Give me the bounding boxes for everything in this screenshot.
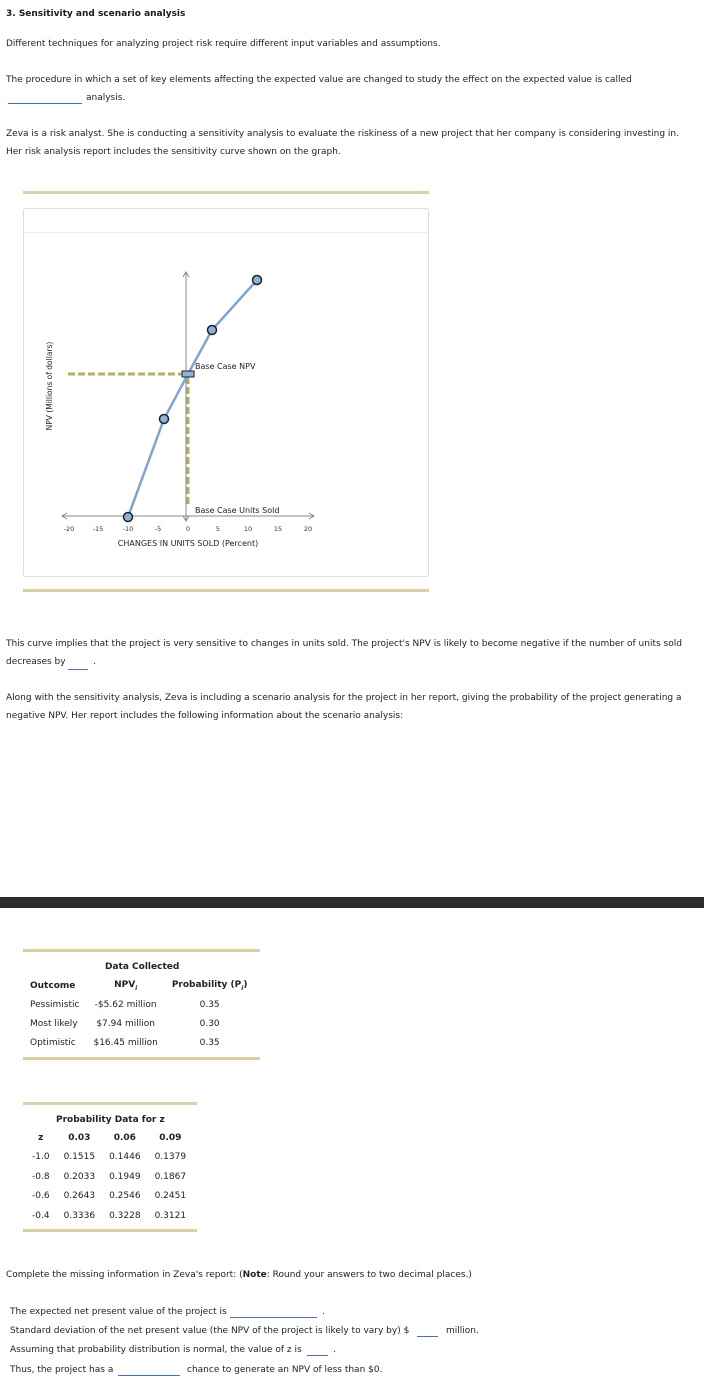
cell: 0.3228 — [109, 1210, 141, 1221]
table-row — [25, 1187, 193, 1207]
cell-probability: 0.35 — [199, 1037, 220, 1048]
x-tick-label: -20 — [63, 525, 75, 533]
table-row — [25, 1167, 193, 1187]
scenario-text-2: negative NPV. Her report includes the following information about the scenario analysis: — [6, 711, 404, 721]
cell-probability: 0.35 — [199, 999, 220, 1010]
q4-prefix: Thus, the project has a — [10, 1365, 114, 1375]
cell: 0.1446 — [109, 1152, 141, 1163]
curve-point[interactable] — [124, 513, 133, 522]
q1-text: The expected net present value of the project is — [10, 1307, 227, 1317]
table2-caption: Probability Data for z — [56, 1115, 165, 1125]
procedure-suffix: analysis. — [86, 93, 126, 103]
npv-header-text: NPV — [114, 979, 136, 990]
npv-subscript: i — [135, 984, 138, 992]
x-tick-label: 15 — [273, 525, 283, 533]
curve-point[interactable] — [208, 326, 217, 335]
scenario-text-1: Along with the sensitivity analysis, Zeva is including a scenario analysis for the project in her report, giving the probability of the project generating a — [6, 693, 682, 703]
col-header: 0.09 — [159, 1132, 182, 1143]
cell-z: -0.4 — [32, 1210, 50, 1221]
cell: 0.1867 — [154, 1171, 187, 1182]
prob-subscript: i — [241, 984, 244, 992]
data-collected-table — [23, 976, 254, 1052]
procedure-text: The procedure in which a set of key elements affecting the expected value are changed to study the effect on the expected value is called — [6, 75, 632, 85]
section-separator-bar — [0, 897, 704, 908]
col-header: 0.06 — [113, 1132, 136, 1143]
cell-z: -0.6 — [32, 1191, 50, 1202]
section-title: 3. Sensitivity and scenario analysis — [6, 9, 186, 19]
sensitivity-chart — [0, 0, 704, 600]
cell-outcome: Optimistic — [30, 1037, 76, 1048]
col-header: 0.03 — [68, 1132, 91, 1143]
table2-top-rule — [23, 1102, 197, 1105]
intro-text: Different techniques for analyzing project risk require different input variables and assumptions. — [6, 39, 441, 49]
x-axis-label: CHANGES IN UNITS SOLD (Percent) — [117, 539, 259, 548]
table-row — [25, 1148, 193, 1168]
table1-top-rule — [23, 949, 260, 952]
q2-suffix: million. — [446, 1326, 479, 1336]
std-dev-input[interactable] — [417, 1325, 438, 1337]
cell: 0.2451 — [154, 1191, 187, 1202]
x-tick-label: 10 — [243, 525, 253, 533]
q4-suffix: chance to generate an NPV of less than $0. — [187, 1365, 383, 1375]
q1-dot: . — [322, 1307, 325, 1317]
cell: 0.1379 — [154, 1152, 187, 1163]
cell-z: -0.8 — [32, 1171, 50, 1182]
table-row — [23, 1033, 254, 1052]
table-row — [25, 1206, 193, 1226]
base-case-marker[interactable] — [182, 371, 194, 377]
curve-point[interactable] — [160, 415, 169, 424]
complete-prefix: Complete the missing information in Zeva's report: ( — [6, 1270, 243, 1280]
q2-text: Standard deviation of the net present value (the NPV of the project is likely to vary by) $ — [10, 1326, 410, 1336]
col-header-probability — [165, 976, 255, 995]
cell-z: -1.0 — [32, 1152, 50, 1163]
decrease-percent-dropdown[interactable] — [68, 658, 88, 670]
curve-point[interactable] — [253, 276, 262, 285]
q3-dot: . — [333, 1345, 336, 1355]
cell-npv: $7.94 million — [96, 1018, 155, 1029]
sensitivity-curve — [128, 280, 257, 517]
q3-text: Assuming that probability distribution is normal, the value of z is — [10, 1345, 302, 1355]
zeva-text-1: Zeva is a risk analyst. She is conducting a sensitivity analysis to evaluate the riskiness of a new project that her company is considering investing in. — [6, 129, 680, 139]
divider-bottom — [23, 589, 429, 592]
col-header-outcome: Outcome — [30, 980, 76, 991]
curve-text-1: This curve implies that the project is very sensitive to changes in units sold. The project's NPV is likely to become negative if the number of units sold — [6, 639, 682, 649]
cell: 0.1515 — [63, 1152, 96, 1163]
table-header-row — [25, 1128, 193, 1148]
complete-instructions — [6, 1266, 472, 1284]
x-tick-label: 20 — [303, 525, 313, 533]
cell-outcome: Most likely — [30, 1018, 78, 1029]
base-units-label: Base Case Units Sold — [195, 506, 280, 515]
cell-outcome: Pessimistic — [30, 999, 80, 1010]
table-row — [23, 1014, 254, 1033]
prob-header-close: ) — [243, 979, 248, 990]
x-tick-label: 0 — [185, 525, 191, 533]
cell-npv: -$5.62 million — [94, 999, 157, 1010]
col-header-npv — [86, 976, 164, 995]
curve-text-2: decreases by — [6, 657, 66, 667]
prob-header-text: Probability (P — [171, 979, 242, 990]
col-header-z: z — [38, 1132, 44, 1143]
table-row — [23, 995, 254, 1014]
cell: 0.2546 — [109, 1191, 141, 1202]
expected-npv-input[interactable] — [230, 1306, 317, 1318]
table2-bottom-rule — [23, 1229, 197, 1232]
probability-dropdown[interactable] — [118, 1364, 180, 1376]
x-tick-label: 5 — [215, 525, 221, 533]
table1-bottom-rule — [23, 1057, 260, 1060]
base-npv-label: Base Case NPV — [195, 362, 256, 371]
y-axis-label: NPV (Millions of dollars) — [45, 341, 54, 431]
cell: 0.3121 — [154, 1210, 187, 1221]
x-tick-label: -15 — [92, 525, 104, 533]
z-probability-table — [25, 1128, 193, 1226]
zeva-text-2: Her risk analysis report includes the sensitivity curve shown on the graph. — [6, 147, 341, 157]
table-header-row — [23, 976, 254, 995]
table1-caption: Data Collected — [105, 962, 180, 972]
cell: 0.3336 — [63, 1210, 96, 1221]
complete-suffix: : Round your answers to two decimal places.) — [266, 1270, 472, 1280]
x-tick-label: -5 — [154, 525, 162, 533]
cell: 0.2033 — [63, 1171, 96, 1182]
cell: 0.2643 — [63, 1191, 96, 1202]
cell-npv: $16.45 million — [93, 1037, 158, 1048]
dot: . — [93, 657, 96, 667]
cell: 0.1949 — [109, 1171, 141, 1182]
z-value-input[interactable] — [307, 1344, 328, 1356]
cell-probability: 0.30 — [199, 1018, 220, 1029]
x-tick-label: -10 — [122, 525, 134, 533]
note-label: Note — [242, 1270, 267, 1280]
